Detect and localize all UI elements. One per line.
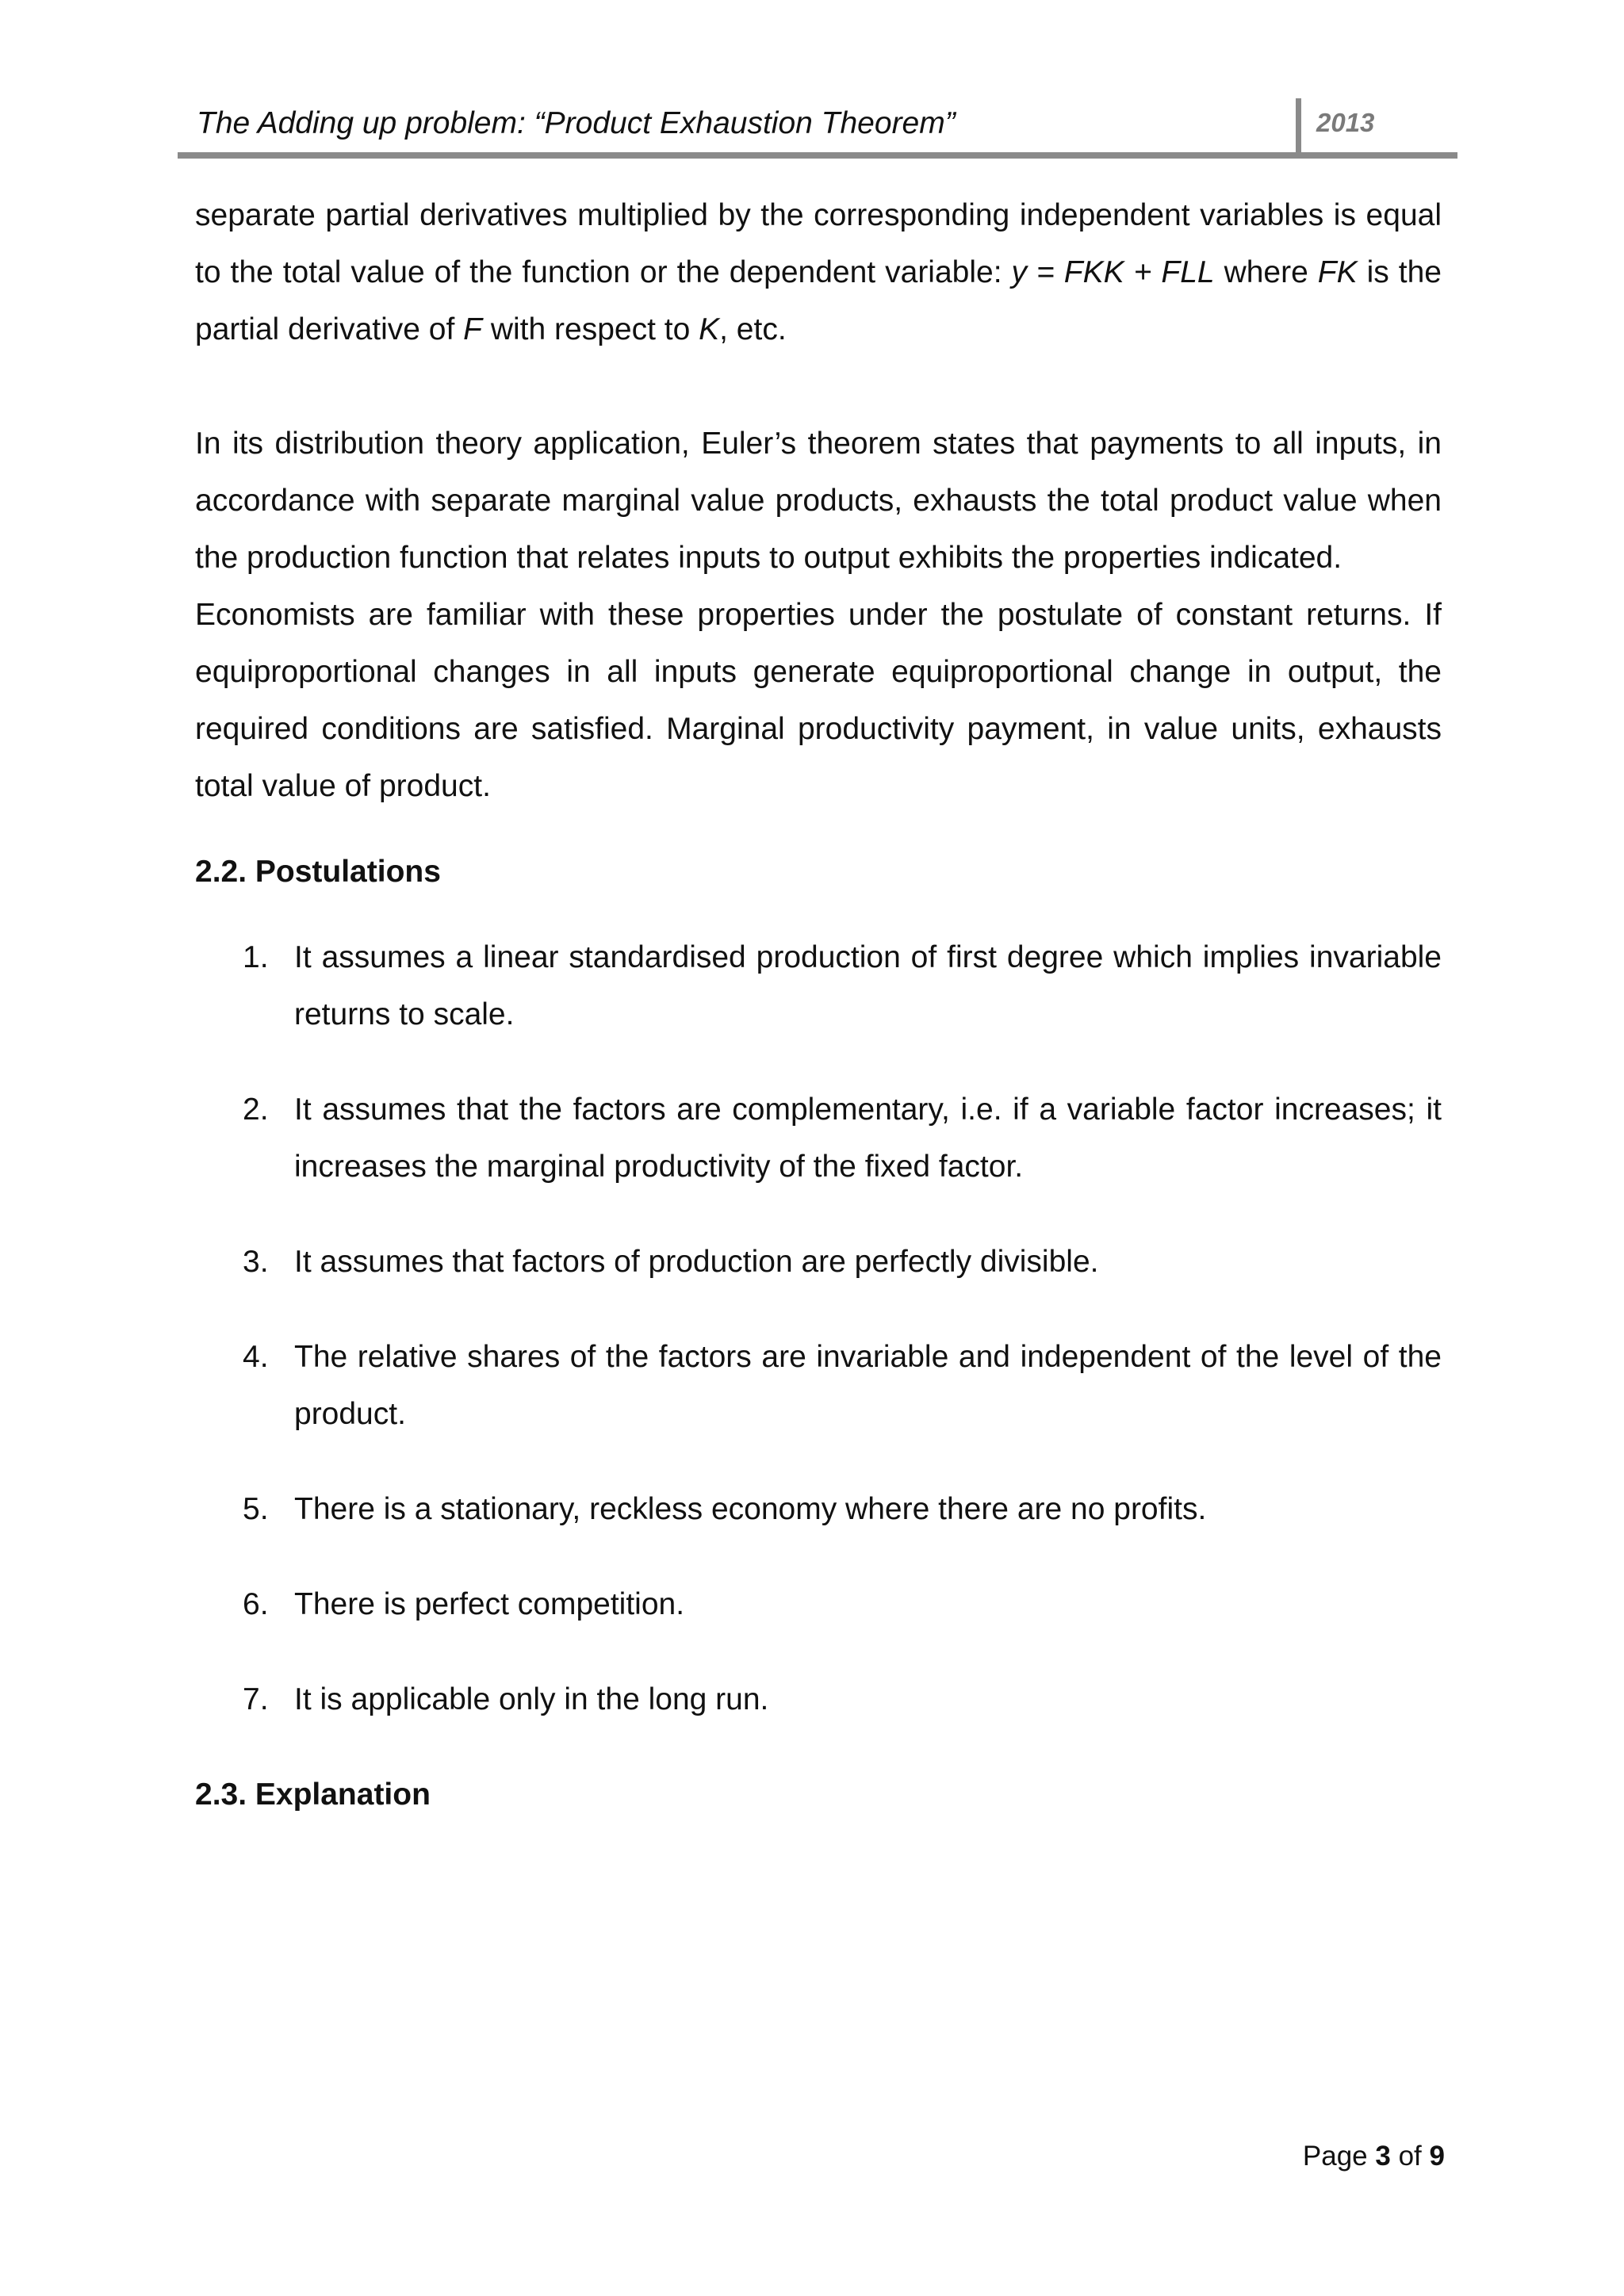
paragraph-constant-returns: Economists are familiar with these properties under the postulate of constant returns. If equiproportional changes in all inputs generate equiproportional change in output, the required conditions are satisfied. Marginal productivity payment, in value units, exhausts total value of product.	[195, 598, 1442, 803]
page-content	[195, 187, 1442, 1823]
header-rule	[178, 152, 1457, 159]
header-title: The Adding up problem: “Product Exhaustion Theorem”	[197, 106, 956, 140]
list-item: 7. It is applicable only in the long run.	[243, 1682, 769, 1716]
list-item: 3. It assumes that factors of production are perfectly divisible.	[243, 1245, 1099, 1279]
page-footer: Page 3 of 9	[1302, 2141, 1445, 2172]
list-item: 2. It assumes that the factors are complementary, i.e. if a variable factor increases; it increases the marginal productivity of the fixed factor.	[243, 1093, 1442, 1184]
page-total: 9	[1429, 2141, 1445, 2172]
paragraph-euler-formula: separate partial derivatives multiplied by the corresponding independent variables is equal to the total value of the function or the dependent variable: y = FKK + FLL where FK is the partial derivative of F with respect to K, etc.	[195, 198, 1442, 346]
section-heading-explanation: 2.3. Explanation	[195, 1777, 431, 1812]
list-item: 4. The relative shares of the factors are invariable and independent of the level of the product.	[243, 1340, 1442, 1431]
list-item: 1. It assumes a linear standardised production of first degree which implies invariable returns to scale.	[243, 940, 1442, 1031]
list-item: 6. There is perfect competition.	[243, 1587, 685, 1621]
page-number: 3	[1375, 2141, 1391, 2172]
header-year: 2013	[1316, 108, 1375, 137]
list-item: 5. There is a stationary, reckless economy where there are no profits.	[243, 1492, 1207, 1526]
postulations-list	[195, 929, 1442, 1728]
page-header	[178, 94, 1457, 159]
header-separator	[1296, 98, 1301, 155]
paragraph-distribution-theory: In its distribution theory application, Euler’s theorem states that payments to all inputs, in accordance with separate marginal value products, exhausts the total product value when the production function that relates inputs to output exhibits the properties indicated.	[195, 427, 1442, 575]
section-heading-postulations: 2.2. Postulations	[195, 855, 441, 889]
formula: y = FKK + FLL	[1011, 255, 1215, 289]
